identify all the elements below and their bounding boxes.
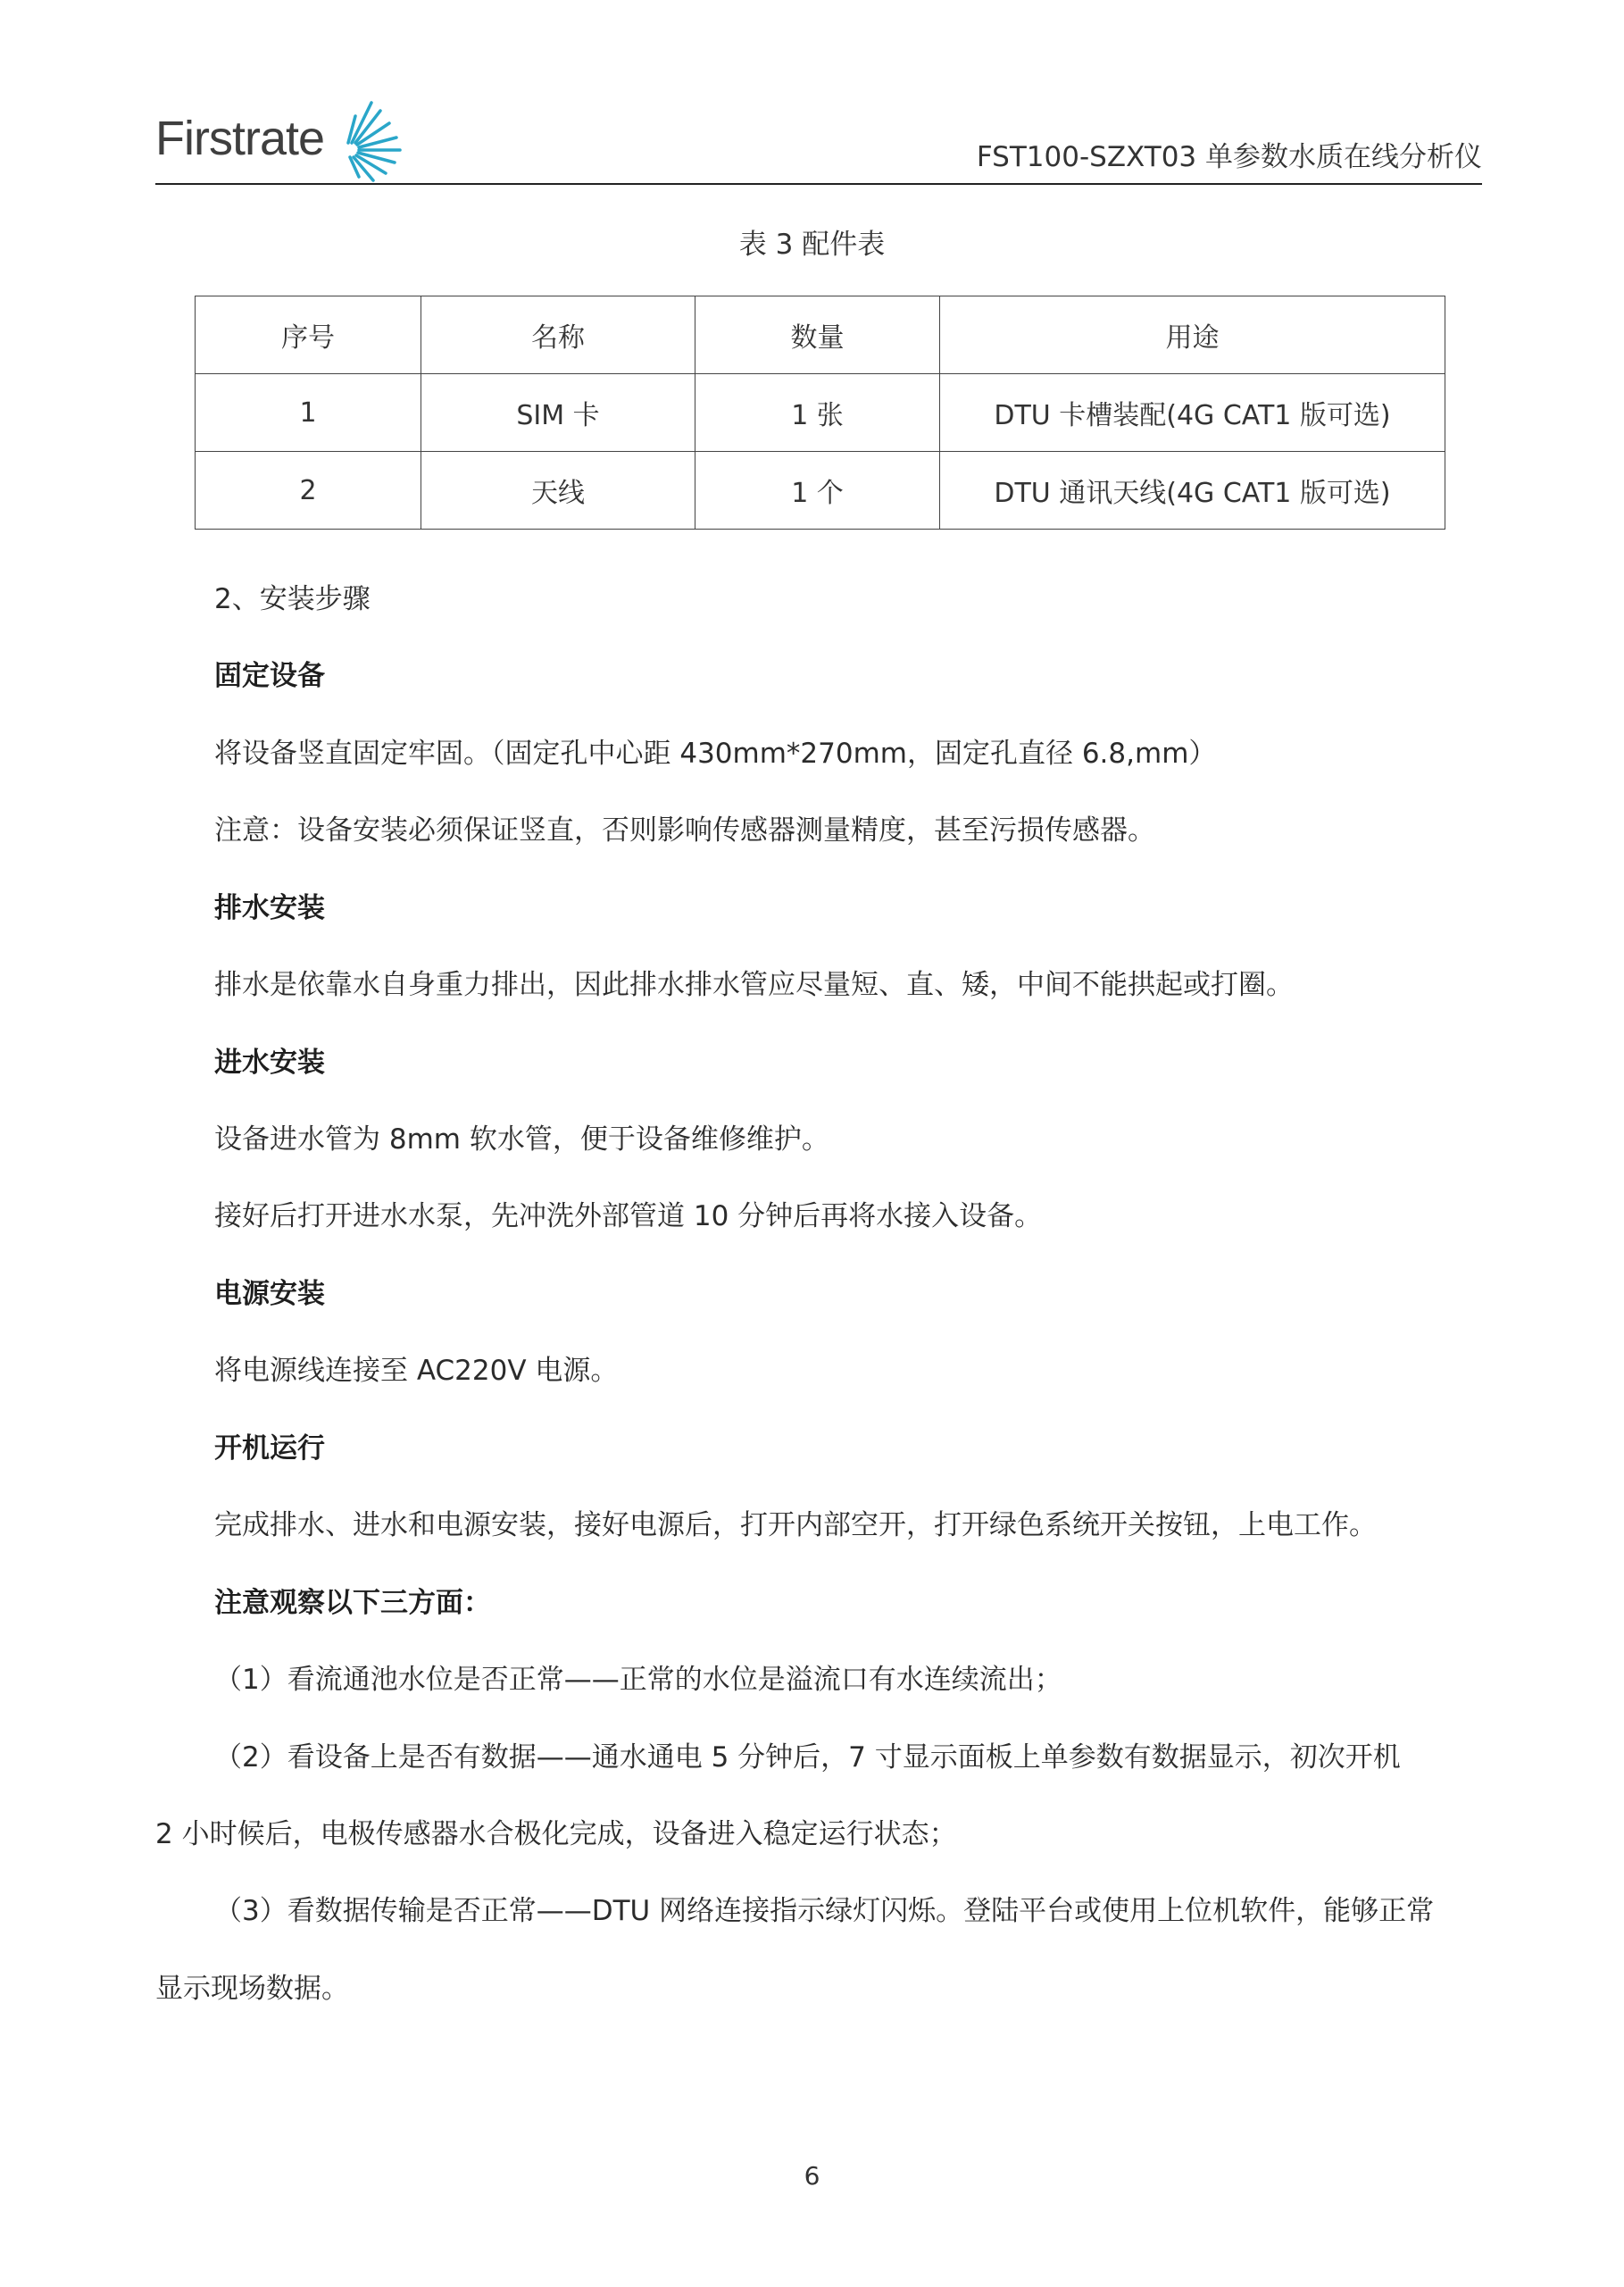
subheading-fix-device: 固定设备 (214, 660, 325, 692)
starburst-logo-icon (325, 98, 405, 183)
paragraph-startup: 完成排水、进水和电源安装，接好电源后，打开内部空开，打开绿色系统开关按钮，上电工作。 (214, 1509, 1377, 1541)
subheading-power: 电源安装 (214, 1278, 325, 1310)
paragraph-drainage: 排水是依靠水自身重力排出，因此排水排水管应尽量短、直、矮，中间不能拱起或打圈。 (214, 969, 1294, 1001)
accessories-table (195, 296, 1445, 530)
table-cell: 1 个 (695, 452, 940, 530)
column-header-index: 序号 (196, 296, 421, 374)
paragraph-fix-note: 注意：设备安装必须保证竖直，否则影响传感器测量精度，甚至污损传感器。 (214, 814, 1155, 847)
paragraph-water-inlet-1: 设备进水管为 8mm 软水管，便于设备维修维护。 (214, 1123, 829, 1156)
header-divider (155, 183, 1482, 185)
column-header-quantity: 数量 (695, 296, 940, 374)
list-item-observe-3-continued: 显示现场数据。 (155, 1973, 349, 2005)
table-row (196, 374, 1445, 452)
table-caption: 表 3 配件表 (738, 229, 886, 261)
paragraph-fix-device: 将设备竖直固定牢固。（固定孔中心距 430mm*270mm，固定孔直径 6.8,mm） (214, 738, 1217, 770)
paragraph-power: 将电源线连接至 AC220V 电源。 (214, 1355, 619, 1387)
column-header-name: 名称 (421, 296, 695, 374)
table-cell: DTU 卡槽装配(4G CAT1 版可选) (940, 374, 1445, 452)
table-cell: SIM 卡 (421, 374, 695, 452)
table-cell: 1 张 (695, 374, 940, 452)
table-cell: 天线 (421, 452, 695, 530)
paragraph-water-inlet-2: 接好后打开进水水泵，先冲洗外部管道 10 分钟后再将水接入设备。 (214, 1200, 1043, 1232)
subheading-observe: 注意观察以下三方面： (214, 1587, 491, 1619)
table-header-row (196, 296, 1445, 374)
subheading-water-inlet: 进水安装 (214, 1047, 325, 1079)
subheading-drainage: 排水安装 (214, 892, 325, 924)
table-cell: 1 (196, 374, 421, 452)
subheading-startup: 开机运行 (214, 1432, 325, 1465)
company-logo (155, 98, 405, 188)
list-item-observe-2-continued: 2 小时候后，电极传感器水合极化完成，设备进入稳定运行状态； (155, 1818, 957, 1850)
table-row (196, 452, 1445, 530)
list-item-observe-2: （2）看设备上是否有数据——通水通电 5 分钟后，7 寸显示面板上单参数有数据显示，初次开机 (214, 1741, 1401, 1774)
table-cell: DTU 通讯天线(4G CAT1 版可选) (940, 452, 1445, 530)
section-heading-install-steps: 2、安装步骤 (214, 583, 371, 615)
column-header-purpose: 用途 (940, 296, 1445, 374)
list-item-observe-3: （3）看数据传输是否正常——DTU 网络连接指示绿灯闪烁。登陆平台或使用上位机软件，能够正常 (214, 1895, 1435, 1927)
table-cell: 2 (196, 452, 421, 530)
logo-wordmark: Firstrate (155, 112, 325, 165)
document-title: FST100-SZXT03 单参数水质在线分析仪 (976, 141, 1482, 173)
list-item-observe-1: （1）看流通池水位是否正常——正常的水位是溢流口有水连续流出； (214, 1664, 1062, 1696)
page-number: 6 (804, 2161, 820, 2191)
